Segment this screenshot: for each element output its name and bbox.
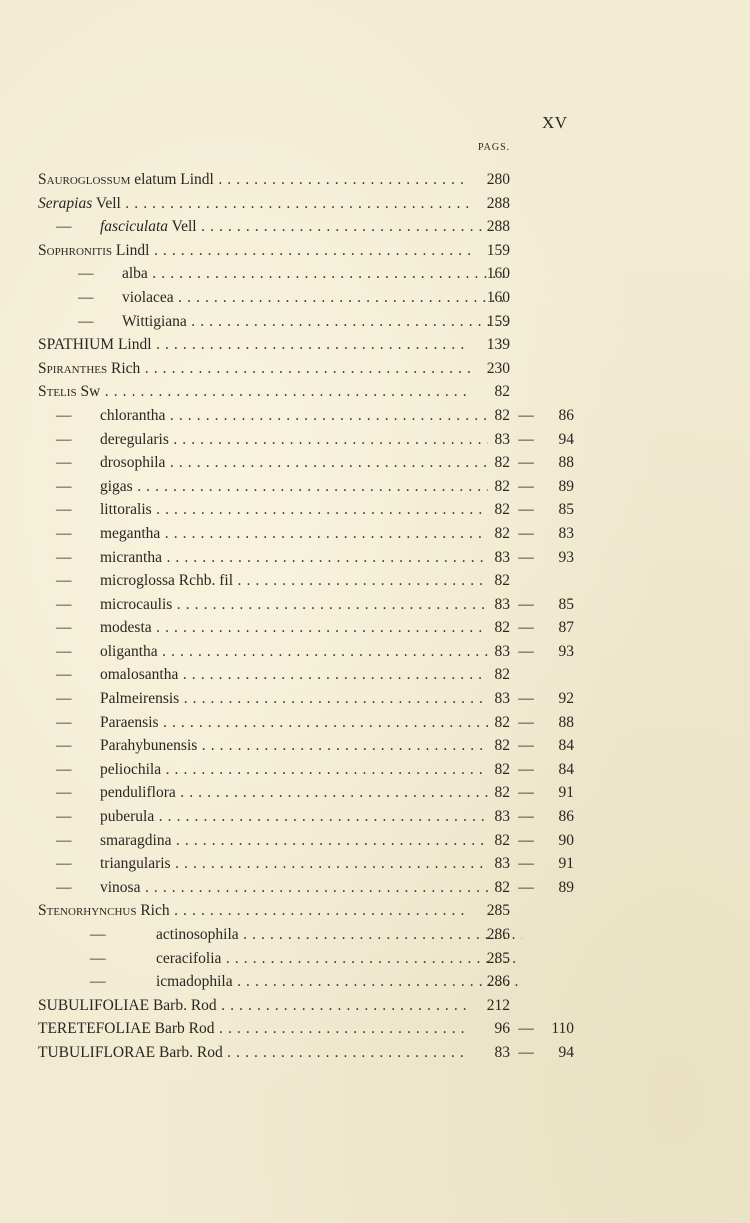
ditto-dash: — <box>56 501 72 519</box>
page-ref: 82 <box>494 760 510 778</box>
taxon-name: SPATHIUM <box>38 336 115 354</box>
ditto-dash: — <box>90 949 106 967</box>
entry-label <box>38 1041 470 1065</box>
taxon-text: smaragdina <box>100 831 172 849</box>
entry-label <box>38 286 510 310</box>
entry-label <box>38 852 488 876</box>
index-entry <box>38 310 598 334</box>
entry-label <box>38 640 488 664</box>
page-range-dash: — <box>518 878 534 896</box>
taxon-text: micrantha <box>100 548 162 566</box>
index-entry <box>38 428 598 452</box>
entry-label <box>38 711 488 735</box>
page-ref: 82 <box>494 831 510 849</box>
page-ref-end: 85 <box>558 501 574 519</box>
page-ref: 83 <box>494 808 510 826</box>
page-range-dash: — <box>518 690 534 708</box>
page-range-dash: — <box>518 524 534 542</box>
page-ref: 286 <box>486 926 510 943</box>
taxon-text: triangularis <box>100 855 171 873</box>
taxon-name: Spiranthes <box>38 359 108 377</box>
index-entry <box>38 758 598 782</box>
page-ref: 82 <box>494 737 510 755</box>
taxon-text: elatum Lindl <box>130 171 214 188</box>
page-ref-end: 84 <box>558 760 574 778</box>
entry-label <box>38 1017 470 1041</box>
page-ref: 83 <box>494 1043 510 1061</box>
taxon-text: Lindl <box>112 241 150 259</box>
page-ref-end: 94 <box>558 1043 574 1061</box>
page-range-dash: — <box>518 595 534 613</box>
entry-label <box>38 475 488 499</box>
taxon-text: peliochila <box>100 760 162 778</box>
ditto-dash: — <box>78 288 94 306</box>
index-entry <box>38 616 598 640</box>
entry-label <box>38 829 488 853</box>
index-entry <box>38 168 598 192</box>
index-entry <box>38 593 598 617</box>
entry-label <box>38 357 470 381</box>
ditto-dash: — <box>56 595 72 613</box>
index-entry <box>38 687 598 711</box>
entry-label <box>38 569 488 593</box>
page-ref: 280 <box>486 171 510 188</box>
taxon-text: Lindl <box>114 336 152 354</box>
ditto-dash: — <box>78 312 94 330</box>
taxon-text: Palmeirensis <box>100 690 180 708</box>
taxon-text: Barb. Rod <box>149 996 217 1014</box>
page-ref: 159 <box>486 312 510 330</box>
page-ref-end: 83 <box>558 524 574 542</box>
ditto-dash: — <box>56 690 72 708</box>
index-entry <box>38 498 598 522</box>
page-range-dash: — <box>518 406 534 424</box>
taxon-name: fasciculata <box>100 218 169 236</box>
ditto-dash: — <box>56 642 72 660</box>
ditto-dash: — <box>90 926 106 943</box>
index-entry <box>38 546 598 570</box>
page-ref-end: 86 <box>558 406 574 424</box>
taxon-text: Wittigiana <box>122 312 187 330</box>
page-ref: 82 <box>494 572 510 590</box>
taxon-text: icmadophila <box>156 973 233 991</box>
page-ref: 82 <box>494 784 510 802</box>
ditto-dash: — <box>56 406 72 424</box>
page-ref-end: 93 <box>558 548 574 566</box>
taxon-text: Paraensis <box>100 713 159 731</box>
page-ref: 82 <box>494 878 510 896</box>
page-ref: 82 <box>494 454 510 472</box>
taxon-name: SUBULIFOLIAE <box>38 996 150 1014</box>
page-range-dash: — <box>518 1043 534 1061</box>
page-range-dash: — <box>518 808 534 826</box>
taxon-text: vinosa <box>100 878 141 896</box>
ditto-dash: — <box>56 760 72 778</box>
page-ref: 83 <box>494 855 510 873</box>
taxon-text: littoralis <box>100 501 152 519</box>
taxon-text: deregularis <box>100 430 169 448</box>
page-ref: 288 <box>486 194 510 212</box>
page-ref: 82 <box>494 477 510 495</box>
index-entry <box>38 805 598 829</box>
page-ref: 82 <box>494 406 510 424</box>
ditto-dash: — <box>90 973 106 991</box>
taxon-text: modesta <box>100 619 152 637</box>
ditto-dash: — <box>56 737 72 755</box>
index-entry <box>38 640 598 664</box>
ditto-dash: — <box>56 524 72 542</box>
entry-label <box>38 451 488 475</box>
taxon-name: Sauroglossum <box>38 171 131 188</box>
taxon-name: Stelis <box>38 383 77 401</box>
page-ref-end: 86 <box>558 808 574 826</box>
index-entry <box>38 923 598 947</box>
index-entry <box>38 1041 598 1065</box>
index-entry <box>38 970 598 994</box>
ditto-dash: — <box>56 548 72 566</box>
page-ref: 159 <box>486 241 510 259</box>
page-range-dash: — <box>518 784 534 802</box>
ditto-dash: — <box>56 808 72 826</box>
index-entry <box>38 404 598 428</box>
index-entry <box>38 357 598 381</box>
taxon-text: microcaulis <box>100 595 173 613</box>
taxon-text: Parahybunensis <box>100 737 198 755</box>
page-ref-end: 91 <box>558 784 574 802</box>
entry-label <box>38 215 488 239</box>
ditto-dash: — <box>56 831 72 849</box>
page-ref: 285 <box>486 949 510 967</box>
taxon-text: chlorantha <box>100 406 166 424</box>
page-ref: 82 <box>494 501 510 519</box>
ditto-dash: — <box>56 619 72 637</box>
taxon-text: Rich <box>136 902 170 920</box>
index-entry <box>38 239 598 263</box>
taxon-text: oligantha <box>100 642 158 660</box>
ditto-dash: — <box>56 855 72 873</box>
index-entry <box>38 829 598 853</box>
index-entry <box>38 569 598 593</box>
taxon-name: Serapias <box>38 194 93 212</box>
index-entry <box>38 994 598 1018</box>
taxon-text: puberula <box>100 808 155 826</box>
index-entry <box>38 262 598 286</box>
page-ref-end: 88 <box>558 454 574 472</box>
page-range-dash: — <box>518 713 534 731</box>
entry-label <box>38 734 488 758</box>
page-range-dash: — <box>518 760 534 778</box>
page-range-dash: — <box>518 619 534 637</box>
page-range-dash: — <box>518 548 534 566</box>
entry-label <box>38 947 522 971</box>
taxon-name: TERETEFOLIAE <box>38 1020 151 1038</box>
entry-label <box>38 428 488 452</box>
entry-label <box>38 380 470 404</box>
page-ref: 286 <box>486 973 510 991</box>
page-range-dash: — <box>518 831 534 849</box>
taxon-text: actinosophila <box>156 926 239 943</box>
ditto-dash: — <box>56 878 72 896</box>
taxon-text: megantha <box>100 524 161 542</box>
entry-label <box>38 616 488 640</box>
entry-label <box>38 923 522 947</box>
page-ref-end: 92 <box>558 690 574 708</box>
page-ref-end: 94 <box>558 430 574 448</box>
entry-label <box>38 239 470 263</box>
page-ref: 83 <box>494 548 510 566</box>
page-ref-end: 91 <box>558 855 574 873</box>
ditto-dash: — <box>56 784 72 802</box>
page-ref: 82 <box>494 666 510 684</box>
index-entry <box>38 192 598 216</box>
entry-label <box>38 970 522 994</box>
page-ref: 212 <box>486 996 510 1014</box>
taxon-text: Rich <box>107 359 141 377</box>
page-ref-end: 87 <box>558 619 574 637</box>
page-ref-end: 85 <box>558 595 574 613</box>
entry-label <box>38 593 488 617</box>
page-range-dash: — <box>518 855 534 873</box>
page-ref: 160 <box>486 288 510 306</box>
index-entry <box>38 333 598 357</box>
page-ref: 83 <box>494 595 510 613</box>
page-ref: 83 <box>494 642 510 660</box>
index-entry <box>38 522 598 546</box>
taxon-text: alba <box>122 265 148 283</box>
ditto-dash: — <box>56 430 72 448</box>
ditto-dash: — <box>56 572 72 590</box>
index-entry <box>38 876 598 900</box>
ditto-dash: — <box>56 454 72 472</box>
ditto-dash: — <box>56 713 72 731</box>
taxon-text: Sw <box>76 383 101 401</box>
page-ref-end: 89 <box>558 878 574 896</box>
entry-label <box>38 546 488 570</box>
pages-column-header: PAGS. <box>478 142 511 153</box>
taxon-name: Sophronitis <box>38 241 113 259</box>
index-entry <box>38 286 598 310</box>
page-ref: 230 <box>486 359 510 377</box>
page-ref: 82 <box>494 619 510 637</box>
page-ref-end: 84 <box>558 737 574 755</box>
page-range-dash: — <box>518 454 534 472</box>
entry-label <box>38 663 488 687</box>
entry-label <box>38 192 470 216</box>
page-number: XV <box>542 113 568 132</box>
index-entry <box>38 663 598 687</box>
taxon-name: Stenorhynchus <box>38 902 137 920</box>
index-entry <box>38 475 598 499</box>
page-ref: 83 <box>494 430 510 448</box>
page-ref-end: 89 <box>558 477 574 495</box>
entry-label <box>38 168 470 192</box>
entry-label <box>38 404 488 428</box>
page-ref-end: 93 <box>558 642 574 660</box>
index-entry <box>38 1017 598 1041</box>
taxon-text: Vell <box>168 218 197 236</box>
entry-label <box>38 805 488 829</box>
entry-label <box>38 498 488 522</box>
taxon-text: omalosantha <box>100 666 179 684</box>
page-range-dash: — <box>518 430 534 448</box>
page-ref: 288 <box>486 218 510 236</box>
index-entry <box>38 711 598 735</box>
ditto-dash: — <box>56 477 72 495</box>
page-ref: 82 <box>494 383 510 401</box>
index-entry <box>38 451 598 475</box>
entry-label <box>38 310 510 334</box>
ditto-dash: — <box>56 666 72 684</box>
entry-label <box>38 781 488 805</box>
page-ref-end: 110 <box>551 1020 574 1038</box>
index-entry <box>38 852 598 876</box>
page-ref-end: 90 <box>558 831 574 849</box>
entry-label <box>38 687 488 711</box>
entry-label <box>38 994 470 1018</box>
page-range-dash: — <box>518 501 534 519</box>
page-ref-end: 88 <box>558 713 574 731</box>
ditto-dash: — <box>78 265 94 283</box>
taxon-text: Barb. Rod <box>155 1043 223 1061</box>
page-ref: 82 <box>494 524 510 542</box>
taxon-text: microglossa Rchb. fil <box>100 572 234 590</box>
entry-label <box>38 876 488 900</box>
taxon-text: Vell <box>92 194 121 212</box>
entry-label <box>38 522 488 546</box>
page-range-dash: — <box>518 477 534 495</box>
page-range-dash: — <box>518 1020 534 1038</box>
index-entry <box>38 781 598 805</box>
index-entry <box>38 215 598 239</box>
entry-label <box>38 899 470 923</box>
entry-label <box>38 758 488 782</box>
page-ref: 160 <box>486 265 510 283</box>
page-range-dash: — <box>518 737 534 755</box>
taxon-name: TUBULIFLORAE <box>38 1043 156 1061</box>
page-range-dash: — <box>518 642 534 660</box>
ditto-dash: — <box>56 218 72 236</box>
page-ref: 82 <box>494 713 510 731</box>
index-entry <box>38 947 598 971</box>
page-ref: 96 <box>494 1020 510 1038</box>
taxon-text: gigas <box>100 477 133 495</box>
page-ref: 139 <box>486 336 510 354</box>
entry-label <box>38 333 470 357</box>
index-entry <box>38 380 598 404</box>
entry-label <box>38 262 510 286</box>
index-entry <box>38 899 598 923</box>
taxon-text: drosophila <box>100 454 166 472</box>
page-ref: 285 <box>486 902 510 920</box>
taxon-text: Barb Rod <box>150 1020 215 1038</box>
index-list <box>38 168 598 1065</box>
taxon-text: violacea <box>122 288 174 306</box>
page-ref: 83 <box>494 690 510 708</box>
taxon-text: ceracifolia <box>156 949 222 967</box>
index-entry <box>38 734 598 758</box>
taxon-text: penduliflora <box>100 784 176 802</box>
